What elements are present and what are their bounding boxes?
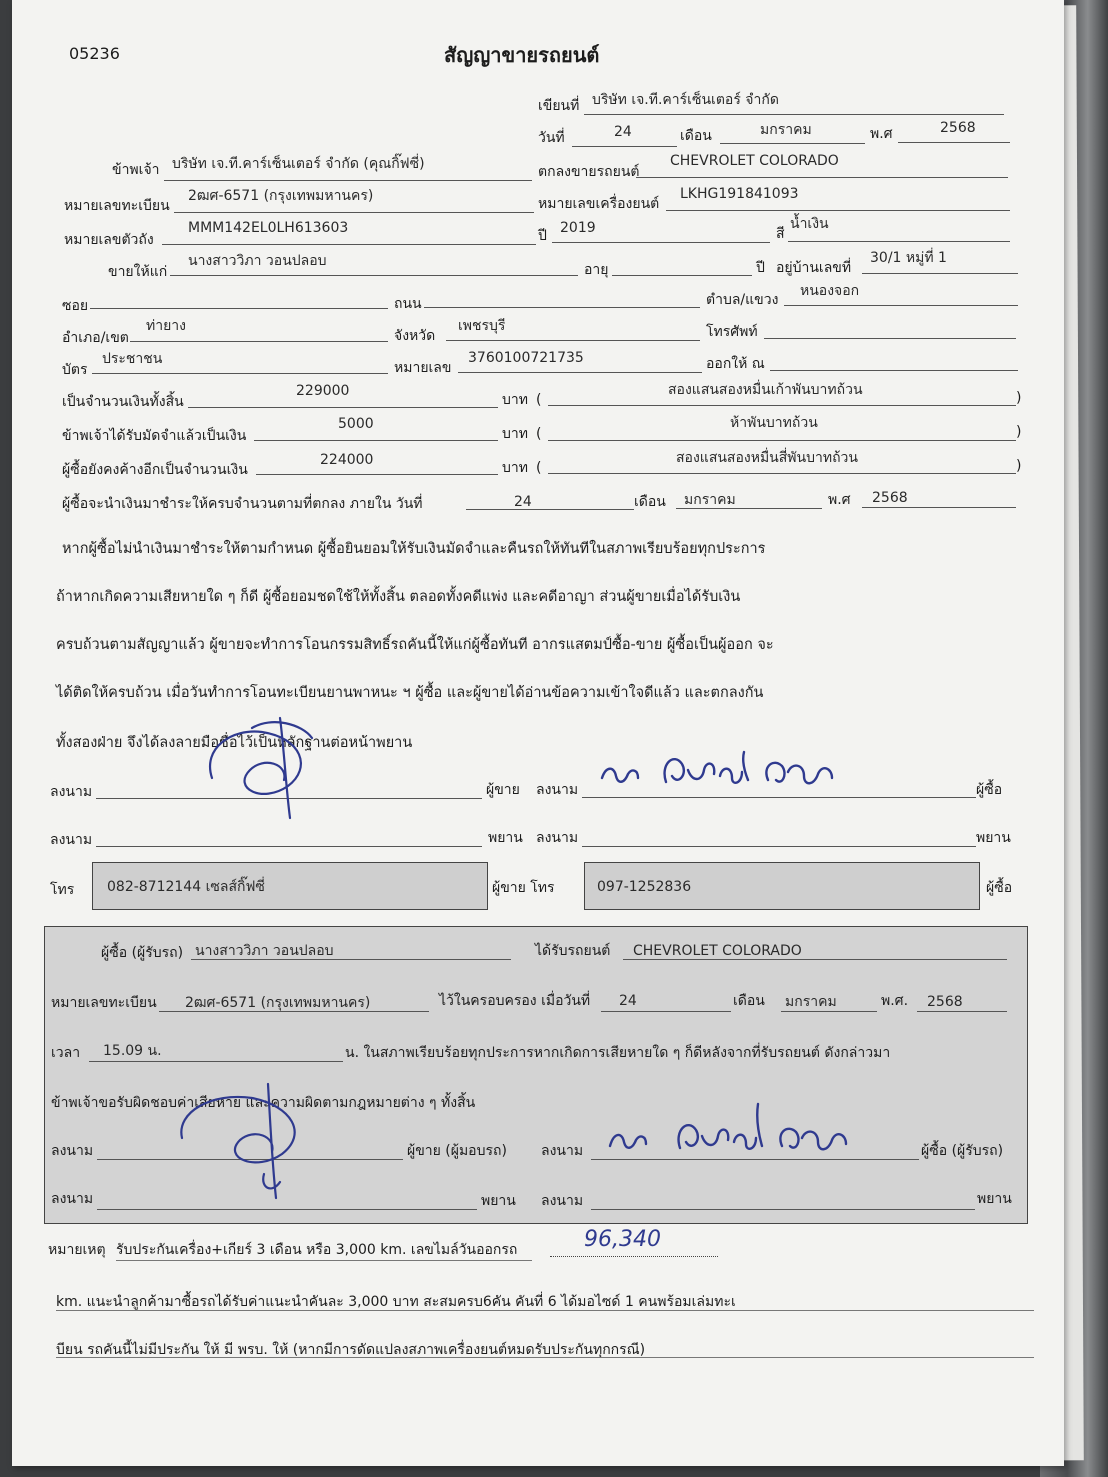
witness-2-line — [582, 846, 976, 847]
soi-label: ซอย — [62, 298, 89, 314]
witness-1-line — [96, 846, 482, 847]
possession-label: ไว้ในครอบครอง เมื่อวันที่ — [439, 993, 591, 1009]
pay-month-label: เดือน — [634, 494, 666, 510]
receipt-sign-label-buyer: ลงนาม — [541, 1143, 584, 1159]
pay-year-line — [862, 507, 1016, 508]
total-line — [188, 407, 498, 408]
deposit-label: ข้าพเจ้าได้รับมัดจำแล้วเป็นเงิน — [62, 428, 247, 444]
seller-name: บริษัท เจ.ที.คาร์เซ็นเตอร์ จำกัด (คุณกิ๊ฟซี่) — [172, 156, 425, 172]
received-car: CHEVROLET COLORADO — [633, 943, 802, 959]
total-label: เป็นจำนวนเงินทั้งสิ้น — [62, 394, 184, 410]
note-underline-1 — [116, 1260, 532, 1261]
seller-signature-1 — [192, 708, 332, 824]
car-year-line — [552, 242, 770, 243]
buyer-name-line — [170, 275, 578, 276]
contract-sheet — [12, 0, 1064, 1466]
buyer-phone-label: ผู้ซื้อ — [986, 880, 1013, 896]
mileage-line — [550, 1256, 718, 1257]
color-line — [788, 241, 1010, 242]
receipt-time-label: เวลา — [51, 1045, 81, 1061]
subdistrict-label: ตำบล/แขวง — [706, 292, 779, 308]
buyer-signature-2 — [600, 1092, 870, 1166]
card-label: บัตร — [62, 362, 88, 378]
seller-phone: 082-8712144 เซลส์กิ๊ฟซี่ — [107, 879, 265, 895]
total-baht-label: บาท — [502, 392, 528, 408]
day-line — [572, 146, 677, 147]
note-line-1: รับประกันเครื่อง+เกียร์ 3 เดือน หรือ 3,000 km. เลขไมล์วันออกรถ — [116, 1242, 518, 1258]
terms-line-2: ถ้าหากเกิดความเสียหายใด ๆ ก็ดี ผู้ซื้อยอมชดใช้ให้ทั้งสิ้น ตลอดทั้งคดีแพ่ง และคดีอาญา ส่วนผู้ขายเมื่อได้รับเงิน — [56, 589, 741, 605]
id-number-line — [458, 372, 702, 373]
card-value: ประชาชน — [102, 351, 163, 367]
receipt-condition-text: น. ในสภาพเรียบร้อยทุกประการหากเกิดการเสียหายใด ๆ ก็ดีหลังจากที่รับรถยนต์ ดังกล่าวมา — [345, 1045, 891, 1061]
terms-line-5: ทั้งสองฝ่าย จึงได้ลงลายมือชื่อไว้เป็นหลักฐานต่อหน้าพยาน — [56, 735, 413, 751]
note-label: หมายเหตุ — [48, 1242, 106, 1258]
color-label: สี — [776, 226, 785, 242]
subdistrict-line — [784, 305, 1018, 306]
received-car-label: ได้รับรถยนต์ — [535, 943, 611, 959]
car-year-value: 2019 — [560, 220, 596, 236]
month-label: เดือน — [680, 128, 712, 144]
note-underline-3 — [56, 1357, 1034, 1358]
receipt-seller-role: ผู้ขาย (ผู้มอบรถ) — [407, 1143, 507, 1159]
seller-phone-label: ผู้ขาย โทร — [492, 880, 555, 896]
written-at-line — [584, 114, 1004, 115]
deposit-text: ห้าพันบาทถ้วน — [730, 415, 818, 431]
deposit-open-paren: ( — [536, 426, 542, 442]
receipt-year-label: พ.ศ. — [881, 993, 909, 1009]
remain-baht-label: บาท — [502, 460, 528, 476]
district-label: อำเภอ/เขต — [62, 330, 129, 346]
age-unit: ปี — [756, 260, 765, 276]
receipt-year-line — [917, 1011, 1007, 1012]
receipt-buyer-line — [191, 959, 511, 960]
remain-text-line — [548, 473, 1016, 474]
receipt-month-label: เดือน — [733, 993, 765, 1009]
road-line — [424, 307, 700, 308]
pay-month: มกราคม — [684, 492, 736, 508]
total-value: 229000 — [296, 383, 350, 399]
plate-value: 2ฒศ-6571 (กรุงเทพมหานคร) — [188, 188, 374, 204]
month-line — [720, 143, 865, 144]
buyer-handwriting-text-1: นาง วิภา วอนปลอบ — [592, 730, 601, 731]
year-line — [898, 142, 1010, 143]
seller-signature-2 — [172, 1078, 332, 1202]
chassis-line — [162, 244, 536, 245]
received-car-line — [623, 959, 1007, 960]
date-label: วันที่ — [538, 130, 565, 146]
card-line — [92, 373, 388, 374]
remain-label: ผู้ซื้อยังคงค้างอีกเป็นจำนวนเงิน — [62, 462, 248, 478]
receipt-day-line — [601, 1011, 731, 1012]
chassis-value: MMM142EL0LH613603 — [188, 220, 349, 236]
buyer-handwriting-text-2: นาง วิภา วอนปลอบ — [600, 1092, 609, 1093]
remain-close-paren: ) — [1016, 458, 1022, 474]
receipt-liability-text: ข้าพเจ้าขอรับผิดชอบค่าเสียหาย และความผิดตามกฎหมายต่าง ๆ ทั้งสิ้น — [51, 1095, 476, 1111]
receipt-sign-label-seller: ลงนาม — [51, 1143, 94, 1159]
car-line — [636, 177, 1008, 178]
buyer-name: นางสาววิภา วอนปลอบ — [188, 253, 327, 269]
receipt-year: 2568 — [927, 994, 963, 1010]
witness-2-label: พยาน — [976, 830, 1011, 846]
house-value: 30/1 หมู่ที่ 1 — [870, 250, 947, 266]
day-value: 24 — [614, 124, 632, 140]
plate-label: หมายเลขทะเบียน — [64, 198, 170, 214]
color-value: น้ำเงิน — [790, 216, 829, 232]
receipt-month-line — [781, 1011, 877, 1012]
pay-year: 2568 — [872, 490, 908, 506]
receipt-witness-2-line — [591, 1209, 975, 1210]
receipt-buyer-role: ผู้ซื้อ (ผู้รับรถ) — [921, 1143, 1004, 1159]
soi-line — [90, 308, 388, 309]
house-line — [862, 273, 1018, 274]
district-line — [130, 341, 388, 342]
mileage-value: 96,340 — [584, 1227, 661, 1252]
seller-line — [164, 180, 532, 181]
document-number: 05236 — [69, 44, 120, 63]
province-value: เพชรบุรี — [458, 318, 506, 334]
total-open-paren: ( — [536, 392, 542, 408]
receipt-witness-2-label: พยาน — [977, 1191, 1012, 1207]
engine-line — [666, 210, 1010, 211]
buyer-phone-box — [584, 862, 980, 910]
receipt-witness-1-line — [97, 1209, 477, 1210]
chassis-label: หมายเลขตัวถัง — [64, 232, 154, 248]
terms-line-4: ได้ติดให้ครบถ้วน เมื่อวันทำการโอนทะเบียนยานพาหนะ ฯ ผู้ซื้อ และผู้ขายได้อ่านข้อความเข้าใจดีแล้ว และตกลงกัน — [56, 685, 764, 701]
car-model: CHEVROLET COLORADO — [670, 153, 839, 169]
note-line-3: บียน รถคันนี้ไม่มีประกัน ให้ มี พรบ. ให้ (หากมีการดัดแปลงสภาพเครื่องยนต์หมดรับประกันทุกกรณี) — [56, 1342, 646, 1358]
province-label: จังหวัด — [394, 328, 436, 344]
agree-sell-label: ตกลงขายรถยนต์ — [538, 164, 640, 180]
buyer-phone: 097-1252836 — [597, 879, 692, 895]
sign-label-witness-2: ลงนาม — [536, 830, 579, 846]
issued-at-label: ออกให้ ณ — [706, 356, 765, 372]
note-line-2: km. แนะนำลูกค้ามาซื้อรถได้รับค่าแนะนำคันละ 3,000 บาท สะสมครบ6คัน คันที่ 6 ได้มอไซด์ 1 คนพร้อมเล่มทะเ — [56, 1294, 736, 1310]
total-text-line — [548, 405, 1016, 406]
plate-line — [174, 212, 534, 213]
district-value: ท่ายาง — [146, 318, 186, 334]
written-at-label: เขียนที่ — [538, 98, 580, 114]
sign-label-witness-1: ลงนาม — [50, 832, 93, 848]
deposit-close-paren: ) — [1016, 424, 1022, 440]
remain-value: 224000 — [320, 452, 374, 468]
pay-within-label: ผู้ซื้อจะนำเงินมาชำระให้ครบจำนวนตามที่ตกลง ภายใน วันที่ — [62, 496, 423, 512]
receipt-sign-label-witness-1: ลงนาม — [51, 1191, 94, 1207]
engine-label: หมายเลขเครื่องยนต์ — [538, 196, 660, 212]
buyer-role-label: ผู้ซื้อ — [976, 782, 1003, 798]
road-label: ถนน — [394, 296, 422, 312]
receipt-time-line — [89, 1061, 343, 1062]
age-label: อายุ — [584, 262, 609, 278]
deposit-line — [254, 440, 498, 441]
pay-day: 24 — [514, 494, 532, 510]
document-title: สัญญาขายรถยนต์ — [444, 43, 600, 67]
buyer-signature-1 — [592, 730, 852, 800]
written-at-value: บริษัท เจ.ที.คาร์เซ็นเตอร์ จำกัด — [592, 92, 779, 108]
deposit-baht-label: บาท — [502, 426, 528, 442]
buyer-phone-line — [764, 338, 1016, 339]
sign-label-buyer: ลงนาม — [536, 782, 579, 798]
receipt-plate: 2ฒศ-6571 (กรุงเทพมหานคร) — [185, 995, 371, 1011]
receipt-month: มกราคม — [785, 994, 837, 1010]
house-label: อยู่บ้านเลขที่ — [776, 260, 852, 276]
terms-line-1: หากผู้ซื้อไม่นำเงินมาชำระให้ตามกำหนด ผู้ซื้อยินยอมให้รับเงินมัดจำและคืนรถให้ทันทีในสภาพเรียบร้อยทุกประการ — [62, 541, 766, 557]
phone-row-label: โทร — [50, 882, 75, 898]
deposit-text-line — [548, 440, 1016, 441]
receipt-sign-label-witness-2: ลงนาม — [541, 1193, 584, 1209]
year-value: 2568 — [940, 120, 976, 136]
receipt-plate-label: หมายเลขทะเบียน — [51, 995, 157, 1011]
engine-value: LKHG191841093 — [680, 186, 799, 202]
remain-text: สองแสนสองหมื่นสี่พันบาทถ้วน — [676, 450, 858, 466]
province-line — [446, 340, 700, 341]
month-value: มกราคม — [760, 122, 812, 138]
total-text: สองแสนสองหมื่นเก้าพันบาทถ้วน — [668, 382, 863, 398]
receipt-buyer-name: นางสาววิภา วอนปลอบ — [195, 943, 334, 959]
pay-month-line — [676, 508, 822, 509]
remain-line — [256, 474, 498, 475]
car-year-label: ปี — [538, 228, 547, 244]
remain-open-paren: ( — [536, 460, 542, 476]
receipt-day: 24 — [619, 993, 637, 1009]
receipt-witness-1-label: พยาน — [481, 1193, 516, 1209]
seller-label: ข้าพเจ้า — [112, 162, 160, 178]
subdistrict-value: หนองจอก — [800, 283, 860, 299]
issued-at-line — [770, 370, 1018, 371]
sign-label-seller: ลงนาม — [50, 784, 93, 800]
terms-line-3: ครบถ้วนตามสัญญาแล้ว ผู้ขายจะทำการโอนกรรมสิทธิ์รถคันนี้ให้แก่ผู้ซื้อทันที อากรแสตมป์ซื้อ-ขาย ผู้ซื้อเป็นผู้ออก จะ — [56, 637, 774, 653]
total-close-paren: ) — [1016, 390, 1022, 406]
phone-label: โทรศัพท์ — [706, 324, 758, 340]
receipt-buyer-label: ผู้ซื้อ (ผู้รับรถ) — [101, 945, 184, 961]
sell-to-label: ขายให้แก่ — [108, 264, 168, 280]
receipt-plate-line — [159, 1011, 429, 1012]
witness-1-label: พยาน — [488, 830, 523, 846]
receipt-time: 15.09 น. — [103, 1043, 162, 1059]
year-label: พ.ศ — [870, 126, 893, 142]
id-number-label: หมายเลข — [394, 360, 452, 376]
seller-role-label: ผู้ขาย — [486, 782, 520, 798]
deposit-value: 5000 — [338, 416, 374, 432]
pay-year-label: พ.ศ — [828, 492, 851, 508]
id-number-value: 3760100721735 — [468, 350, 584, 366]
age-line — [612, 275, 752, 276]
note-underline-2 — [56, 1310, 1034, 1311]
seller-phone-box — [92, 862, 488, 910]
pay-day-line — [466, 509, 634, 510]
